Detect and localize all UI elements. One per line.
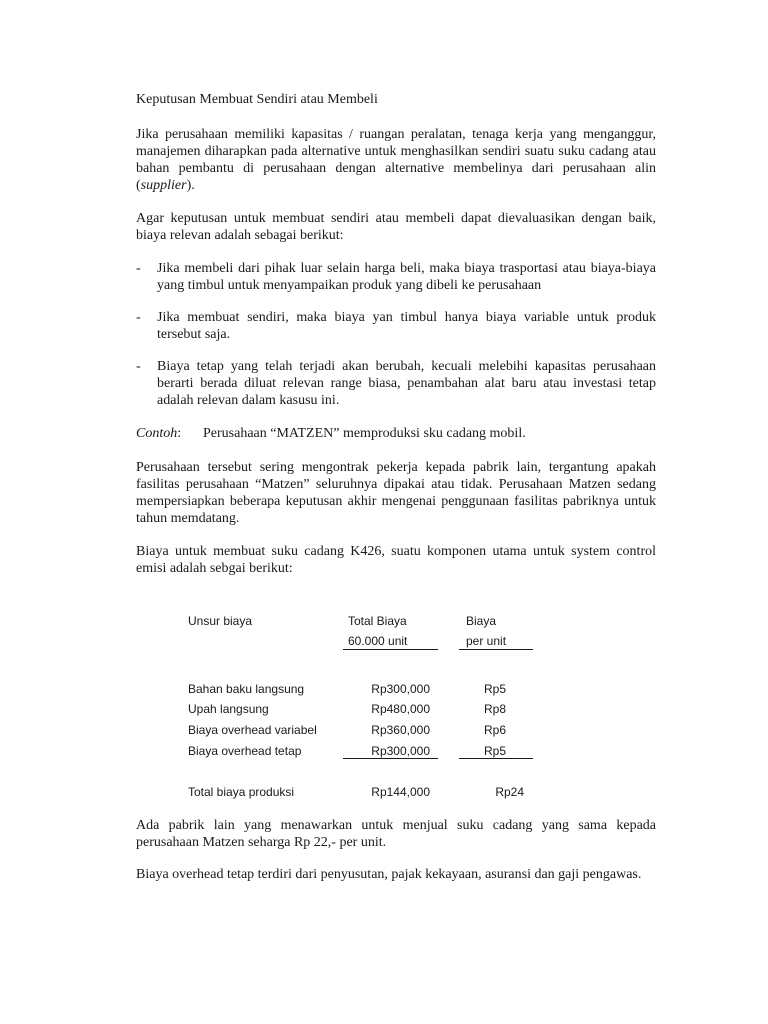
paragraph-offer: Ada pabrik lain yang menawarkan untuk menjual suku cadang yang sama kepada perusahaan Matzen seharga Rp 22,- per unit. bbox=[136, 818, 656, 850]
table-row-total: Rp480,000 bbox=[371, 702, 430, 716]
table-total-label: Total biaya produksi bbox=[188, 785, 295, 799]
bullet-text: Jika membeli dari pihak luar selain harga beli, maka biaya trasportasi atau biaya-biaya yang timbul untuk menyampaikan produk yang dibeli ke perusahaan bbox=[157, 261, 656, 293]
header-rule-unit bbox=[459, 649, 533, 650]
table-header-unsur: Unsur biaya bbox=[188, 614, 253, 628]
table-row-unit: Rp5 bbox=[483, 744, 506, 758]
table-row-unit: Rp5 bbox=[483, 682, 506, 696]
table-row-item: Biaya overhead tetap bbox=[188, 744, 302, 758]
table-total-value: Rp144,000 bbox=[371, 785, 430, 799]
table-header-per-unit: per unit bbox=[466, 634, 507, 648]
table-row-item: Biaya overhead variabel bbox=[188, 723, 317, 737]
bullet-dash: - bbox=[136, 261, 141, 276]
bullet-text: Jika membuat sendiri, maka biaya yan timbul hanya biaya variable untuk produk tersebut saja. bbox=[157, 310, 656, 342]
paragraph-matzen: Perusahaan tersebut sering mengontrak pekerja kepada pabrik lain, tergantung apakah fasilitas perusahaan “Matzen” seluruhnya dipakai atau tidak. Perusahaan Matzen sedang mempersiapkan beberapa keputusan akhir mengenai penggunaan fasilitas pabriknya untuk tahun memdatang. bbox=[136, 460, 656, 526]
table-header-total: Total Biaya bbox=[348, 614, 407, 628]
paragraph-relevant-costs: Agar keputusan untuk membuat sendiri atau membeli dapat dievaluasikan dengan baik, biaya relevan adalah sebagai berikut: bbox=[136, 211, 656, 243]
table-row-total: Rp300,000 bbox=[371, 744, 430, 758]
subtotal-rule-unit bbox=[459, 758, 533, 759]
subtotal-rule-total bbox=[343, 758, 438, 759]
table-row-total: Rp300,000 bbox=[371, 682, 430, 696]
bullet-text: Biaya tetap yang telah terjadi akan berubah, kecuali melebihi kapasitas perusahaan berarti berada diluat relevan range biasa, penambahan alat baru atau investasi tetap adalah relevan dalam kasusu ini. bbox=[157, 359, 656, 408]
table-header-biaya: Biaya bbox=[466, 614, 497, 628]
table-row-item: Upah langsung bbox=[188, 702, 269, 716]
table-header-total-units: 60.000 unit bbox=[348, 634, 408, 648]
bullet-dash: - bbox=[136, 359, 141, 374]
table-row-unit: Rp8 bbox=[483, 702, 506, 716]
table-row-unit: Rp6 bbox=[483, 723, 506, 737]
header-rule-total bbox=[343, 649, 438, 650]
example-separator: : bbox=[177, 426, 182, 441]
bullet-dash: - bbox=[136, 310, 141, 325]
paragraph-intro: Jika perusahaan memiliki kapasitas / ruangan peralatan, tenaga kerja yang menganggur, manajemen diharapkan pada alternative untuk menghasilkan sendiri suatu suku cadang atau bahan pembantu di perusahaan dengan alternative membelinya dari perusahaan alin (supplier). bbox=[136, 127, 656, 193]
table-row-item: Bahan baku langsung bbox=[188, 682, 305, 696]
paragraph-k426: Biaya untuk membuat suku cadang K426, suatu komponen utama untuk system control emisi adalah sebgai berikut: bbox=[136, 544, 656, 576]
example-label: Contoh bbox=[136, 426, 178, 441]
document-title: Keputusan Membuat Sendiri atau Membeli bbox=[136, 92, 378, 107]
example-text: Perusahaan “MATZEN” memproduksi sku cadang mobil. bbox=[203, 426, 526, 441]
table-total-unit: Rp24 bbox=[495, 785, 524, 799]
table-row-total: Rp360,000 bbox=[371, 723, 430, 737]
paragraph-overhead: Biaya overhead tetap terdiri dari penyusutan, pajak kekayaan, asuransi dan gaji pengawas. bbox=[136, 867, 642, 882]
example-line bbox=[136, 425, 526, 442]
supplier-term: supplier bbox=[140, 178, 187, 193]
